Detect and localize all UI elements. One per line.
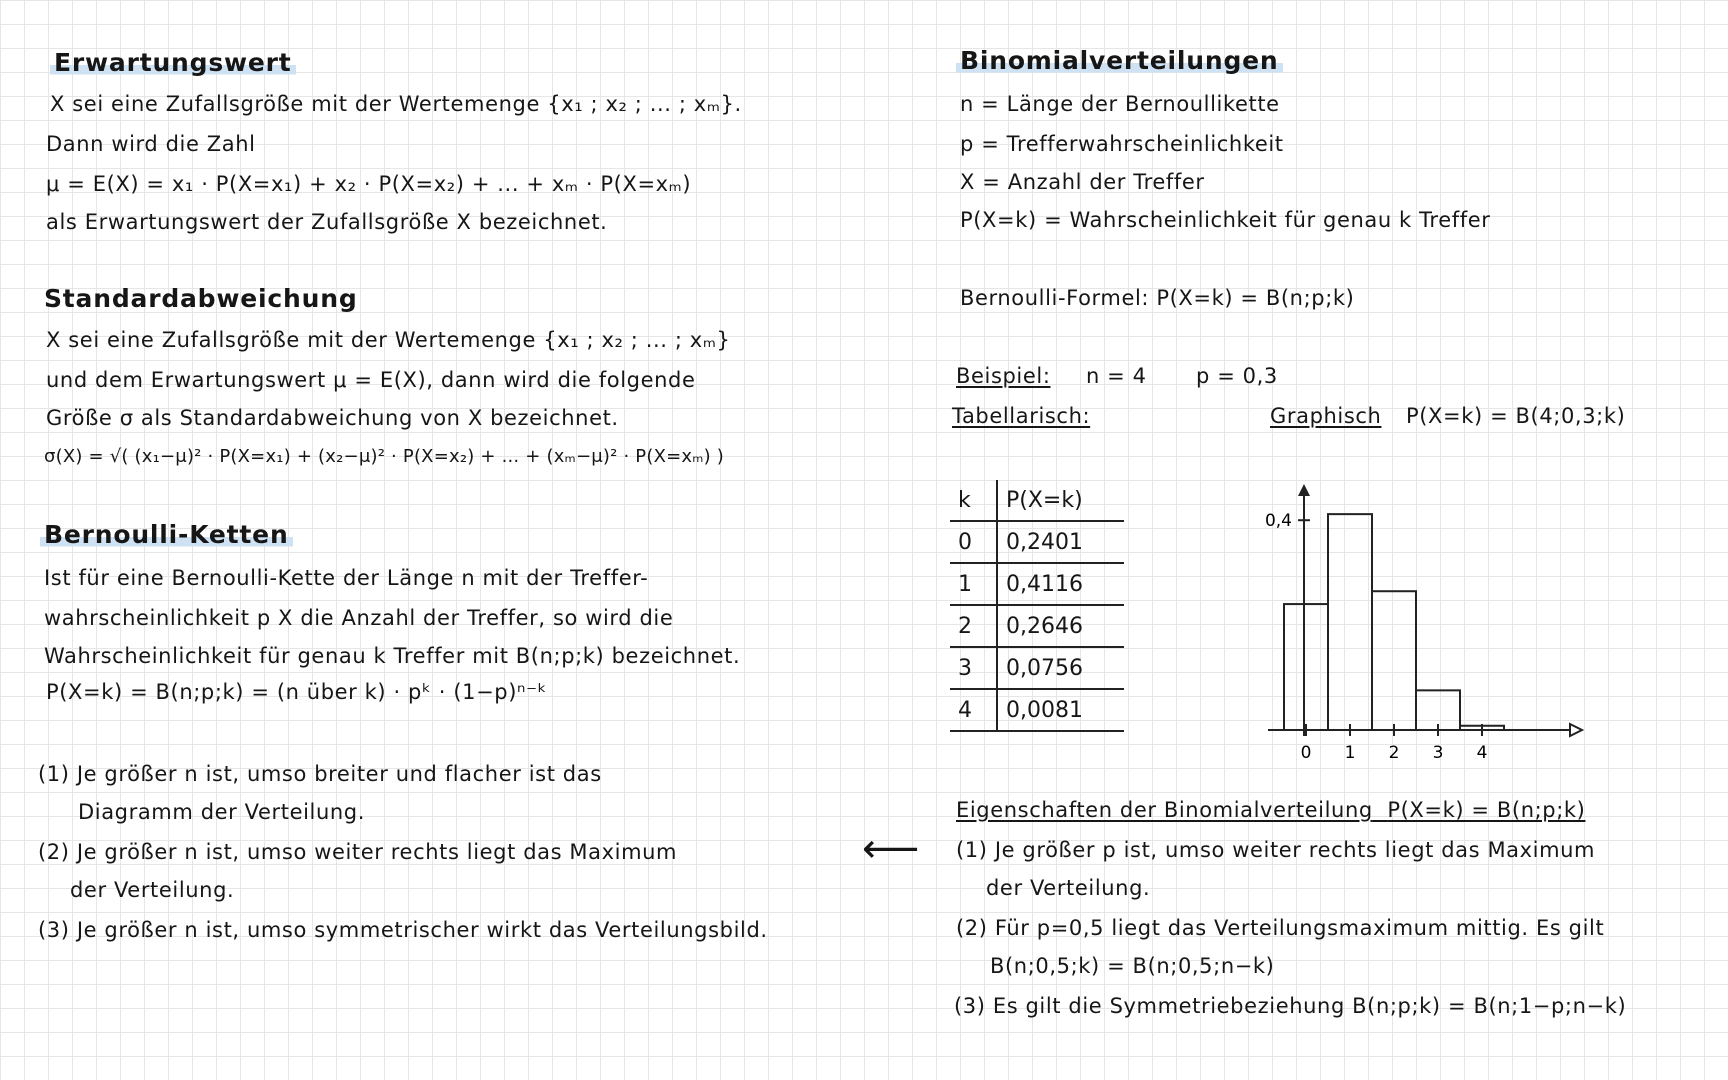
histogram-bar — [1328, 514, 1372, 730]
bernoulli-ketten-line2: wahrscheinlichkeit p X die Anzahl der Treffer, so wird die — [44, 606, 674, 630]
erwartungswert-line1: X sei eine Zufallsgröße mit der Wertemenge {x₁ ; x₂ ; ... ; xₘ}. — [50, 92, 742, 116]
table-cell-p: 0,2401 — [997, 521, 1124, 563]
binomial-title: Binomialverteilungen — [956, 46, 1283, 75]
left-arrow-icon: ⟵ — [862, 826, 920, 872]
x-tick-label: 4 — [1476, 743, 1488, 763]
table-row — [950, 647, 1124, 689]
binomial-histogram — [1240, 480, 1590, 763]
table-cell-p: 0,0756 — [997, 647, 1124, 689]
x-tick-label: 3 — [1432, 743, 1444, 763]
beispiel-p: p = 0,3 — [1196, 364, 1278, 388]
bernoulli-ketten-formula: P(X=k) = B(n;p;k) = (n über k) · pᵏ · (1−p)ⁿ⁻ᵏ — [46, 680, 548, 704]
table-row — [950, 563, 1124, 605]
tabellarisch-label: Tabellarisch: — [952, 404, 1091, 428]
eigenschaften-right-title: Eigenschaften der Binomialverteilung P(X=k) = B(n;p;k) — [956, 798, 1586, 822]
eigenschaften-right-1a: (1) Je größer p ist, umso weiter rechts liegt das Maximum — [956, 838, 1596, 862]
beispiel-n: n = 4 — [1086, 364, 1147, 388]
erwartungswert-formula: μ = E(X) = x₁ · P(X=x₁) + x₂ · P(X=x₂) + ... + xₘ · P(X=xₘ) — [46, 172, 692, 196]
y-axis-arrow-icon — [1298, 484, 1310, 496]
beispiel-label: Beispiel: — [956, 364, 1051, 388]
eigenschaften-left-1b: Diagramm der Verteilung. — [78, 800, 365, 824]
standardabweichung-line3: Größe σ als Standardabweichung von X bezeichnet. — [46, 406, 619, 430]
x-axis-arrow-icon — [1570, 724, 1582, 736]
standardabweichung-formula: σ(X) = √( (x₁−μ)² · P(X=x₁) + (x₂−μ)² · P(X=x₂) + ... + (xₘ−μ)² · P(X=xₘ) ) — [44, 446, 725, 467]
table-cell-k: 2 — [950, 605, 997, 647]
binomial-x: X = Anzahl der Treffer — [960, 170, 1205, 194]
table-row — [950, 605, 1124, 647]
eigenschaften-right-2b: B(n;0,5;k) = B(n;0,5;n−k) — [990, 954, 1275, 978]
x-tick-label: 1 — [1344, 743, 1356, 763]
x-tick-label: 0 — [1300, 743, 1312, 763]
table-header-pxk: P(X=k) — [997, 480, 1124, 521]
standardabweichung-line2: und dem Erwartungswert μ = E(X), dann wird die folgende — [46, 368, 696, 392]
table-header-k: k — [950, 480, 997, 521]
eigenschaften-right-1b: der Verteilung. — [986, 876, 1151, 900]
table-row — [950, 689, 1124, 731]
table-cell-k: 4 — [950, 689, 997, 731]
graphisch-label: Graphisch — [1270, 404, 1382, 428]
eigenschaften-left-2b: der Verteilung. — [70, 878, 235, 902]
standardabweichung-title: Standardabweichung — [44, 284, 358, 313]
binomial-pxk: P(X=k) = Wahrscheinlichkeit für genau k Treffer — [960, 208, 1491, 232]
table-cell-p: 0,4116 — [997, 563, 1124, 605]
eigenschaften-right-2a: (2) Für p=0,5 liegt das Verteilungsmaximum mittig. Es gilt — [956, 916, 1605, 940]
histogram-bar — [1284, 604, 1328, 730]
eigenschaften-left-2a: (2) Je größer n ist, umso weiter rechts liegt das Maximum — [38, 840, 678, 864]
eigenschaften-left-1a: (1) Je größer n ist, umso breiter und flacher ist das — [38, 762, 602, 786]
erwartungswert-line2: Dann wird die Zahl — [46, 132, 256, 156]
histogram-bar — [1372, 591, 1416, 730]
table-cell-k: 0 — [950, 521, 997, 563]
eigenschaften-left-3: (3) Je größer n ist, umso symmetrischer wirkt das Verteilungsbild. — [38, 918, 768, 942]
binomial-n: n = Länge der Bernoullikette — [960, 92, 1280, 116]
bernoulli-ketten-line1: Ist für eine Bernoulli-Kette der Länge n mit der Treffer- — [44, 566, 649, 590]
probability-table — [950, 480, 1124, 732]
table-cell-p: 0,2646 — [997, 605, 1124, 647]
y-tick-label: 0,4 — [1264, 511, 1292, 532]
table-row — [950, 521, 1124, 563]
standardabweichung-line1: X sei eine Zufallsgröße mit der Wertemenge {x₁ ; x₂ ; ... ; xₘ} — [46, 328, 731, 352]
table-cell-p: 0,0081 — [997, 689, 1124, 731]
eigenschaften-right-3: (3) Es gilt die Symmetriebeziehung B(n;p;k) = B(n;1−p;n−k) — [954, 994, 1627, 1018]
bernoulli-ketten-title: Bernoulli-Ketten — [40, 520, 293, 549]
bernoulli-ketten-line3: Wahrscheinlichkeit für genau k Treffer mit B(n;p;k) bezeichnet. — [44, 644, 741, 668]
erwartungswert-title: Erwartungswert — [50, 48, 296, 77]
table-header-row — [950, 480, 1124, 521]
table-cell-k: 1 — [950, 563, 997, 605]
table-cell-k: 3 — [950, 647, 997, 689]
x-tick-label: 2 — [1388, 743, 1400, 763]
bernoulli-formel: Bernoulli-Formel: P(X=k) = B(n;p;k) — [960, 286, 1355, 310]
erwartungswert-line3: als Erwartungswert der Zufallsgröße X bezeichnet. — [46, 210, 608, 234]
binomial-p: p = Trefferwahrscheinlichkeit — [960, 132, 1284, 156]
graphisch-formula: P(X=k) = B(4;0,3;k) — [1406, 404, 1626, 428]
